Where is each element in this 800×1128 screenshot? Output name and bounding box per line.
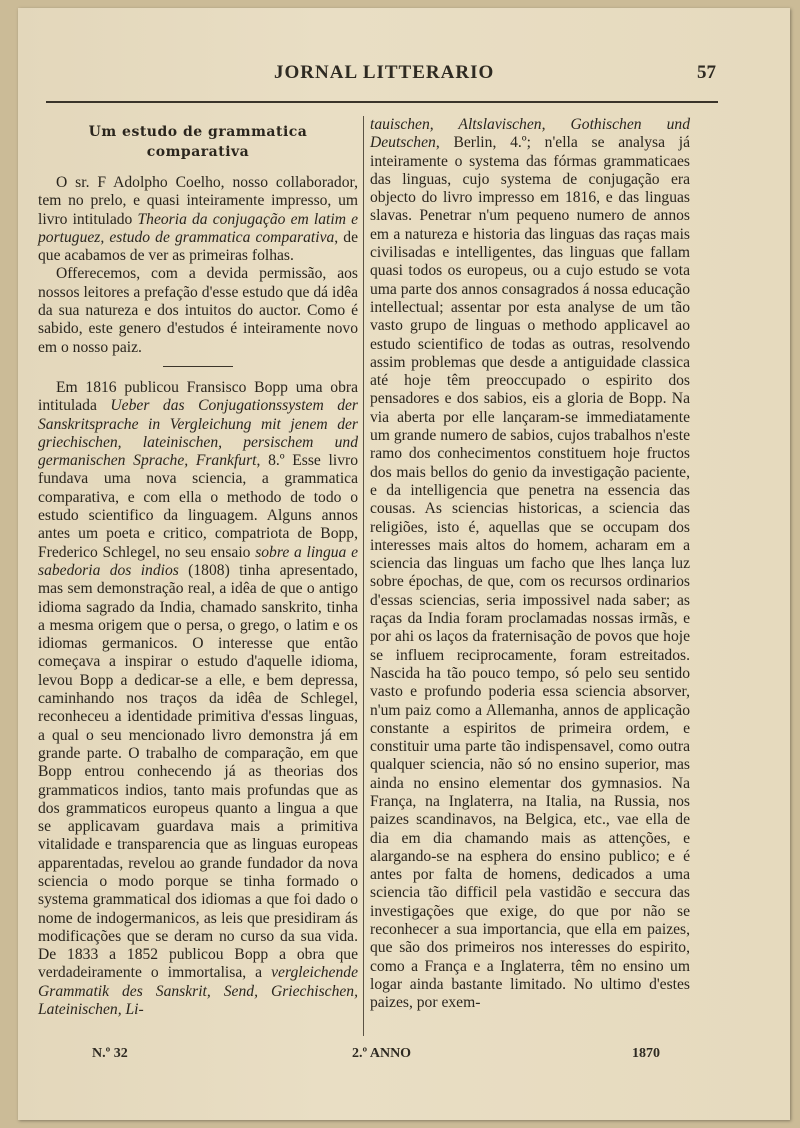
text-segment: Offerecemos, com a devida permissão, aos nossos leitores a prefação d'esse estudo que dá idêa da sua natureza e dos intuitos do auctor. Como é sabido, este genero d'estudos é inteiramente novo em o nosso paiz.: [38, 265, 358, 356]
text-segment: , 8.º Esse livro fundava uma nova sciencia, a grammatica comparativa, e com ella o methodo de todo o estudo scientifico da linguagem. Alguns annos antes um poeta e critico, compatriota de Bopp, Frederico Schlegel, no seu ensaio: [38, 452, 358, 561]
paragraph: [38, 265, 358, 356]
volume-year-label: 2.º ANNO: [352, 1046, 412, 1061]
column-divider: [363, 116, 364, 1036]
paragraph: [370, 116, 690, 1013]
left-column: [38, 116, 358, 1019]
right-column-body: [370, 116, 690, 1013]
running-title: JORNAL LITTERARIO: [274, 62, 495, 83]
left-column-body: [38, 174, 358, 1019]
page-footer: [44, 1046, 716, 1068]
text-segment: , Berlin, 4.º; n'ella se analysa já inteiramente o systema das fórmas grammaticaes das linguas, cujo systema de conjugação era objecto do livro impresso em 1816, e das linguas slavas. Penetrar n'um pequeno numero de annos em a natureza e historia das linguas das raças mais civilisadas e intelligentes, das linguas que fallam quasi todos os europeus, ou a cujo estudo se vota uma parte dos annos consagrados á nossa educação intellectual; assentar por esta analyse de um tão vasto grupo de linguas o methodo applicavel ao estudo scientifico de todas as outras, resolvendo assim problemas que desde a antiguidade classica até hoje têm preoccupado o espirito dos pensadores e dos sabios, eis a gloria de Bopp. Na via aberta por elle lançaram-se immediatamente um grande numero de sabios, cujos trabalhos n'este ramo dos conhecimentos constituem hoje fructos dos mais bellos do genio da investigação paciente, e da intelligencia que penetra na essencia das cousas. As sciencias historicas, a sciencia das religiões, isto é, aquellas que se occupam dos interesses mais altos do homem, acharam em a sciencia das linguas um facho que lhes lança luz sobre épochas, de que, com os recursos ordinarios d'essas sciencias, seria impossivel nada saber; as raças da India foram proclamadas nossas irmãs, e por ahi os laços da fraternisação de povos que hoje se influem reciprocamente, foram estreitados. Nascida ha tão pouco tempo, só pelo seu sentido vasto e profundo poderia essa sciencia absorver, n'um paiz como a Allemanha, annos de applicação constante a espiritos de primeira ordem, e constituir uma parte tão indispensavel, como outra qualquer sciencia, não só no ensino superior, mas ainda no ensino elementar dos gymnasios. Na França, na Inglaterra, na Italia, na Russia, nos paizes scandinavos, na Belgica, etc., vae ella de dia em dia chamando mais as attenções, e alargando-se na esphera do ensino publico; e é antes por falta de homens, dedicados a uma sciencia tão difficil pela vastidão e seccura das investigações que exige, do que por não se reconhecer a sua importancia, que ella em paizes, que são dos primeiros nos interesses do espirito, como a França e a Inglaterra, têm no ensino um logar ainda bastante limitado. No ultimo d'estes paizes, por exem-: [370, 134, 690, 1012]
text-segment: O sr. F Adolpho Coelho, nosso collaborador, tem no prelo, e quasi inteiramente impresso, um livro intitulado: [38, 174, 358, 228]
italic-text: Ueber das Conjugationssystem der Sanskritsprache in Vergleichung mit jenem der griechischen, lateinischen, persischem und germanischen Sprache, Frankfurt: [38, 397, 359, 470]
header-rule: [46, 101, 718, 103]
page-number: 57: [697, 62, 716, 83]
publication-year: 1870: [632, 1046, 660, 1061]
article-title: Um estudo de grammatica comparativa: [88, 124, 308, 160]
text-segment: Em 1816 publicou Fransisco Bopp uma obra intitulada: [38, 378, 358, 415]
issue-number: N.º 32: [92, 1046, 128, 1061]
paragraph: [38, 379, 358, 1019]
italic-text: sobre a lingua e sabedoria dos indios: [38, 543, 358, 579]
section-rule: [163, 366, 233, 367]
text-segment: (1808) tinha apresentado, mas sem demonstração real, a idêa de que o antigo idioma sagrado da India, chamado sanskrito, tinha a mesma origem que o persa, o grego, o latim e os idiomas germanicos. O interesse que então começava a inspirar o estudo d'aquelle idioma, levou Bopp a dedicar-se a elle, e bem depressa, caminhando nos traços da idêa de Schlegel, reconheceu a identidade primitiva d'essas linguas, a qual o seu mencionado livro demonstra já em grande parte. O trabalho de comparação, em que Bopp entrou conhecendo já as theorias dos grammaticos indios, tanto mais profundas que as dos grammaticos europeus quanto a lingua a que se applicavam guardava mais a primitiva vitalidade e transparencia que as linguas europeas apparentadas, revelou ao grande fundador da nova sciencia o modo porque se tinha formado o systema grammatical dos idiomas a que foi dado o nome de indogermanicos, as leis que presidiram ás modificações que se deram no curso da sua vida. De 1833 a 1852 publicou Bopp a obra que verdadeiramente o immortalisa, a: [38, 561, 358, 982]
italic-text: vergleichende Grammatik des Sanskrit, Send, Griechischen, Lateinischen, Li-: [38, 964, 358, 1019]
right-column: [370, 116, 690, 1013]
text-segment: , de que acabamos de ver as primeiras folhas.: [38, 228, 359, 265]
italic-text: Theoria da conjugação em latim e portuguez, estudo de grammatica comparativa: [38, 210, 358, 246]
page-header: [44, 62, 716, 92]
paragraph: [38, 174, 358, 265]
italic-text: tauischen, Altslavischen, Gothischen und Deutschen: [370, 116, 690, 152]
